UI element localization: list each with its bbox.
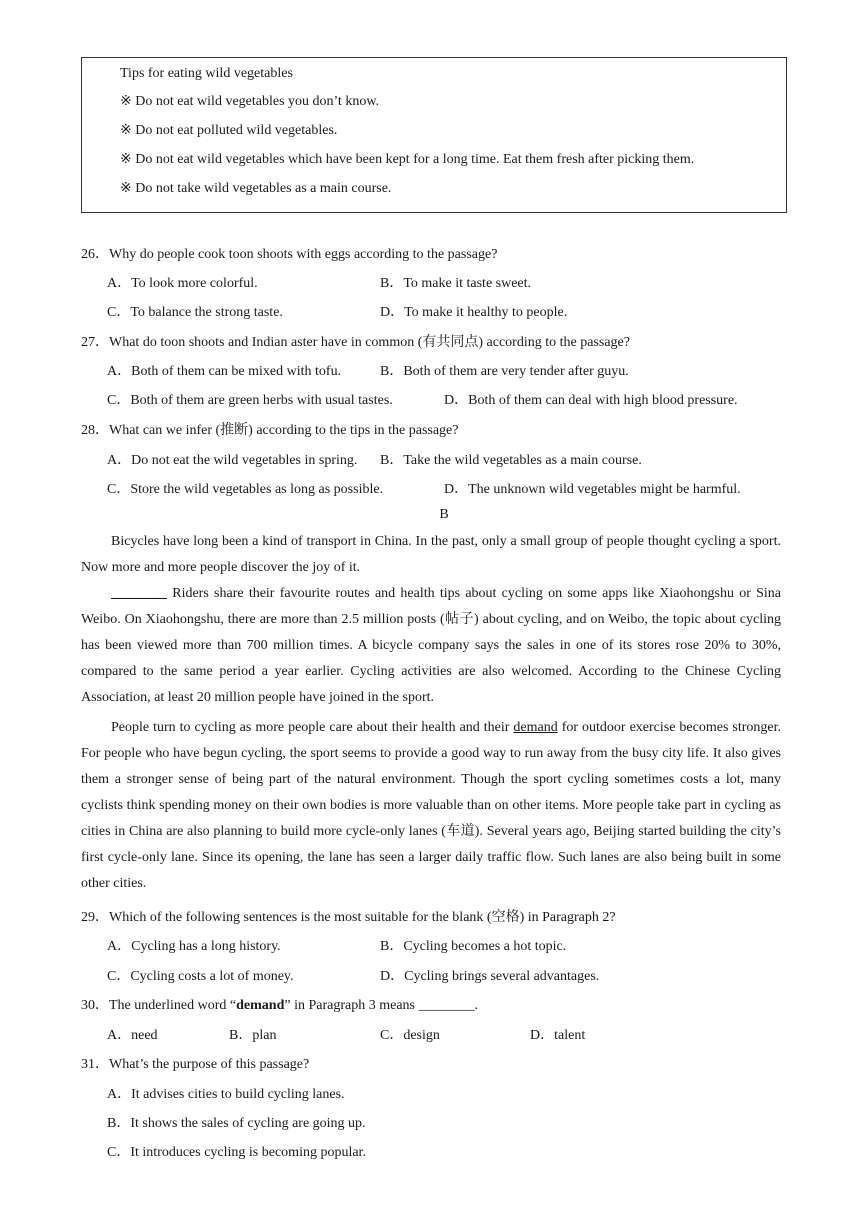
- question-26-stem: 26．Why do people cook toon shoots with eggs according to the passage?: [81, 247, 498, 262]
- q27-option-c: C．Both of them are green herbs with usual tastes.: [107, 393, 393, 408]
- q29-option-c: C．Cycling costs a lot of money.: [107, 969, 294, 984]
- q26-option-c: C．To balance the strong taste.: [107, 305, 283, 320]
- tip-item: ※ Do not eat polluted wild vegetables.: [120, 123, 338, 138]
- q29-option-a: A．Cycling has a long history.: [107, 939, 281, 954]
- paragraph-3-text-after: for outdoor exercise becomes stronger. For people who have begun cycling, the sport seems to provide a good way to run away from the busy city life. It also gives them a stronger sense of being part of the natural environment. Though the sport cycling sometimes costs a lot, many cyclists think spending money on their own bodies is more valuable than on other items. More people take part in cycling as cities in China are also planning to build more cycle-only lanes (车道). Several years ago, Beijing started building the city’s first cycle-only lane. Since its opening, the lane has seen a larger daily traffic flow. Such lanes are also being built in some other cities.: [81, 720, 781, 891]
- tips-box: [81, 57, 787, 213]
- q30-option-d: D．talent: [530, 1028, 586, 1043]
- question-28-stem: 28．What can we infer (推断) according to the tips in the passage?: [81, 423, 459, 438]
- q30-stem-post: ” in Paragraph 3 means ________.: [284, 998, 478, 1013]
- q28-option-a: A．Do not eat the wild vegetables in spring.: [107, 453, 358, 468]
- q30-option-c: C．design: [380, 1028, 440, 1043]
- q27-option-a: A．Both of them can be mixed with tofu.: [107, 364, 342, 379]
- q27-option-d: D．Both of them can deal with high blood pressure.: [444, 393, 738, 408]
- q28-option-c: C．Store the wild vegetables as long as possible.: [107, 482, 384, 497]
- passage-paragraph-2: [81, 581, 781, 711]
- q30-option-b: B．plan: [229, 1028, 277, 1043]
- q30-stem-pre: 30．The underlined word “: [81, 998, 237, 1013]
- q30-stem-word: demand: [236, 998, 285, 1013]
- tip-item: ※ Do not eat wild vegetables which have been kept for a long time. Eat them fresh after picking them.: [120, 152, 695, 167]
- question-29-stem: 29．Which of the following sentences is the most suitable for the blank (空格) in Paragraph 2?: [81, 910, 616, 925]
- q28-option-b: B．Take the wild vegetables as a main course.: [380, 453, 642, 468]
- q26-option-d: D．To make it healthy to people.: [380, 305, 568, 320]
- q30-option-a: A．need: [107, 1028, 158, 1043]
- q31-option-c: C．It introduces cycling is becoming popular.: [107, 1145, 366, 1160]
- tip-item: ※ Do not take wild vegetables as a main course.: [120, 181, 392, 196]
- passage-paragraph-3: [81, 715, 781, 897]
- paragraph-3-text-before: People turn to cycling as more people care about their health and their: [111, 720, 514, 735]
- q26-option-a: A．To look more colorful.: [107, 276, 258, 291]
- question-31-stem: 31．What’s the purpose of this passage?: [81, 1057, 310, 1072]
- question-27-stem: 27．What do toon shoots and Indian aster have in common (有共同点) according to the passage?: [81, 335, 630, 350]
- section-heading: B: [439, 507, 449, 522]
- q29-option-b: B．Cycling becomes a hot topic.: [380, 939, 567, 954]
- underlined-word: demand: [513, 720, 558, 735]
- tip-item: ※ Do not eat wild vegetables you don’t know.: [120, 94, 380, 109]
- q28-option-d: D．The unknown wild vegetables might be harmful.: [444, 482, 741, 497]
- q27-option-b: B．Both of them are very tender after guyu.: [380, 364, 629, 379]
- q31-option-a: A．It advises cities to build cycling lanes.: [107, 1087, 345, 1102]
- passage-paragraph-1: Bicycles have long been a kind of transport in China. In the past, only a small group of people thought cycling a sport. Now more and more people discover the joy of it.: [81, 534, 781, 575]
- blank: ________: [111, 586, 167, 601]
- question-30-stem: [81, 994, 478, 1014]
- tips-title: Tips for eating wild vegetables: [120, 66, 293, 81]
- q31-option-b: B．It shows the sales of cycling are going up.: [107, 1116, 366, 1131]
- paragraph-2-text: Riders share their favourite routes and health tips about cycling on some apps like Xiaohongshu or Sina Weibo. On Xiaohongshu, there are more than 2.5 million posts (帖子) about cycling, and on Weibo, the topic about cycling has been viewed more than 700 million times. A bicycle company says the sales in one of its stores rose 20% to 30%, compared to the same period a year earlier. Cycling activities are also welcomed. According to the Chinese Cycling Association, at least 20 million people have joined in the sport.: [81, 586, 781, 705]
- q26-option-b: B．To make it taste sweet.: [380, 276, 532, 291]
- q29-option-d: D．Cycling brings several advantages.: [380, 969, 600, 984]
